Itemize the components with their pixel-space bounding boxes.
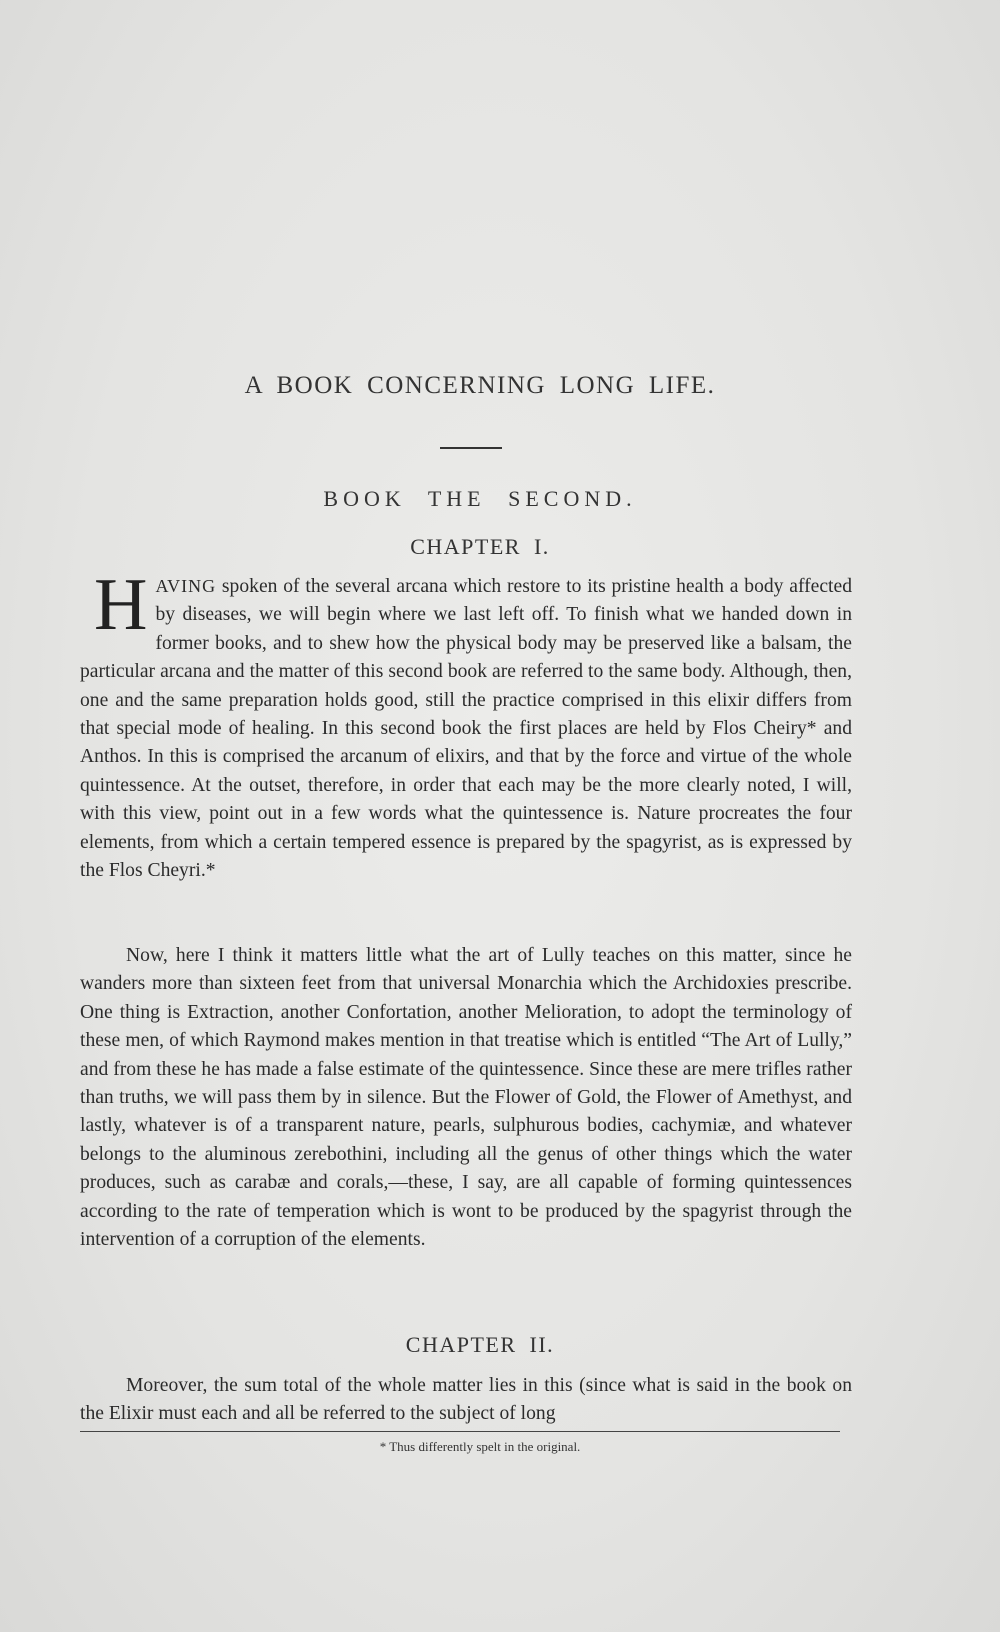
title-rule bbox=[440, 447, 502, 449]
drop-cap: H bbox=[94, 564, 148, 646]
chapter-1-paragraph-1 bbox=[80, 564, 852, 885]
book-heading: BOOK THE SECOND. bbox=[323, 486, 637, 511]
chapter-2-heading: CHAPTER II. bbox=[405, 1332, 555, 1357]
footnote-rule bbox=[80, 1431, 840, 1432]
chapter-2-paragraph-1 bbox=[80, 1372, 852, 1429]
chapter-1-heading: CHAPTER I. bbox=[410, 534, 550, 559]
paragraph-text: Now, here I think it matters little what the art of Lully teaches on this matter, since he wanders more than sixteen feet from that universal Monarchia which the Archidoxies prescribe. One thing is Extraction, another Confortation, another Melioration, to adopt the terminology of these men, of which Raymond makes mention in that treatise which is entitled “The Art of Lully,” and from these he has made a false estimate of the quintessence. Since these are mere trifles rather than truths, we will pass them by in silence. But the Flower of Gold, the Flower of Amethyst, and lastly, whatever is of a transparent nature, pearls, sulphurous bodies, cachymiæ, and whatever belongs to the aluminous zerebothini, including all the genus of other things which the water produces, such as carabæ and corals,—these, I say, are all capable of forming quintessences according to the rate of temperation which is wont to be produced by the spagyrist through the intervention of a corruption of the elements. bbox=[80, 945, 852, 1251]
first-word: AVING bbox=[155, 576, 217, 596]
footnote: * Thus differently spelt in the original. bbox=[379, 1439, 581, 1454]
paragraph-text: spoken of the several arcana which restore to its pristine health a body affected by diseases, we will begin where we last left off. To finish what we handed down in former books, and to shew how the physical body may be preserved like a balsam, the particular arcana and the matter of this second book are referred to the same body. Although, then, one and the same preparation holds good, still the practice comprised in this elixir differs from that special mode of healing. In this second book the first places are held by Flos Cheiry* and Anthos. In this is comprised the arcanum of elixirs, and that by the force and virtue of the whole quintessence. At the outset, therefore, in order that each may be the more clearly noted, I will, with this view, point out in a few words what the quintessence is. Nature procreates the four elements, from which a certain tempered essence is prepared by the spagyrist, as is expressed by the Flos Cheyri.* bbox=[80, 576, 852, 882]
chapter-1-paragraph-2 bbox=[80, 942, 852, 1254]
paragraph-text: Moreover, the sum total of the whole matter lies in this (since what is said in the book on the Elixir must each and all be referred to the subject of long bbox=[80, 1375, 852, 1425]
running-title: A BOOK CONCERNING LONG LIFE. bbox=[244, 372, 716, 399]
